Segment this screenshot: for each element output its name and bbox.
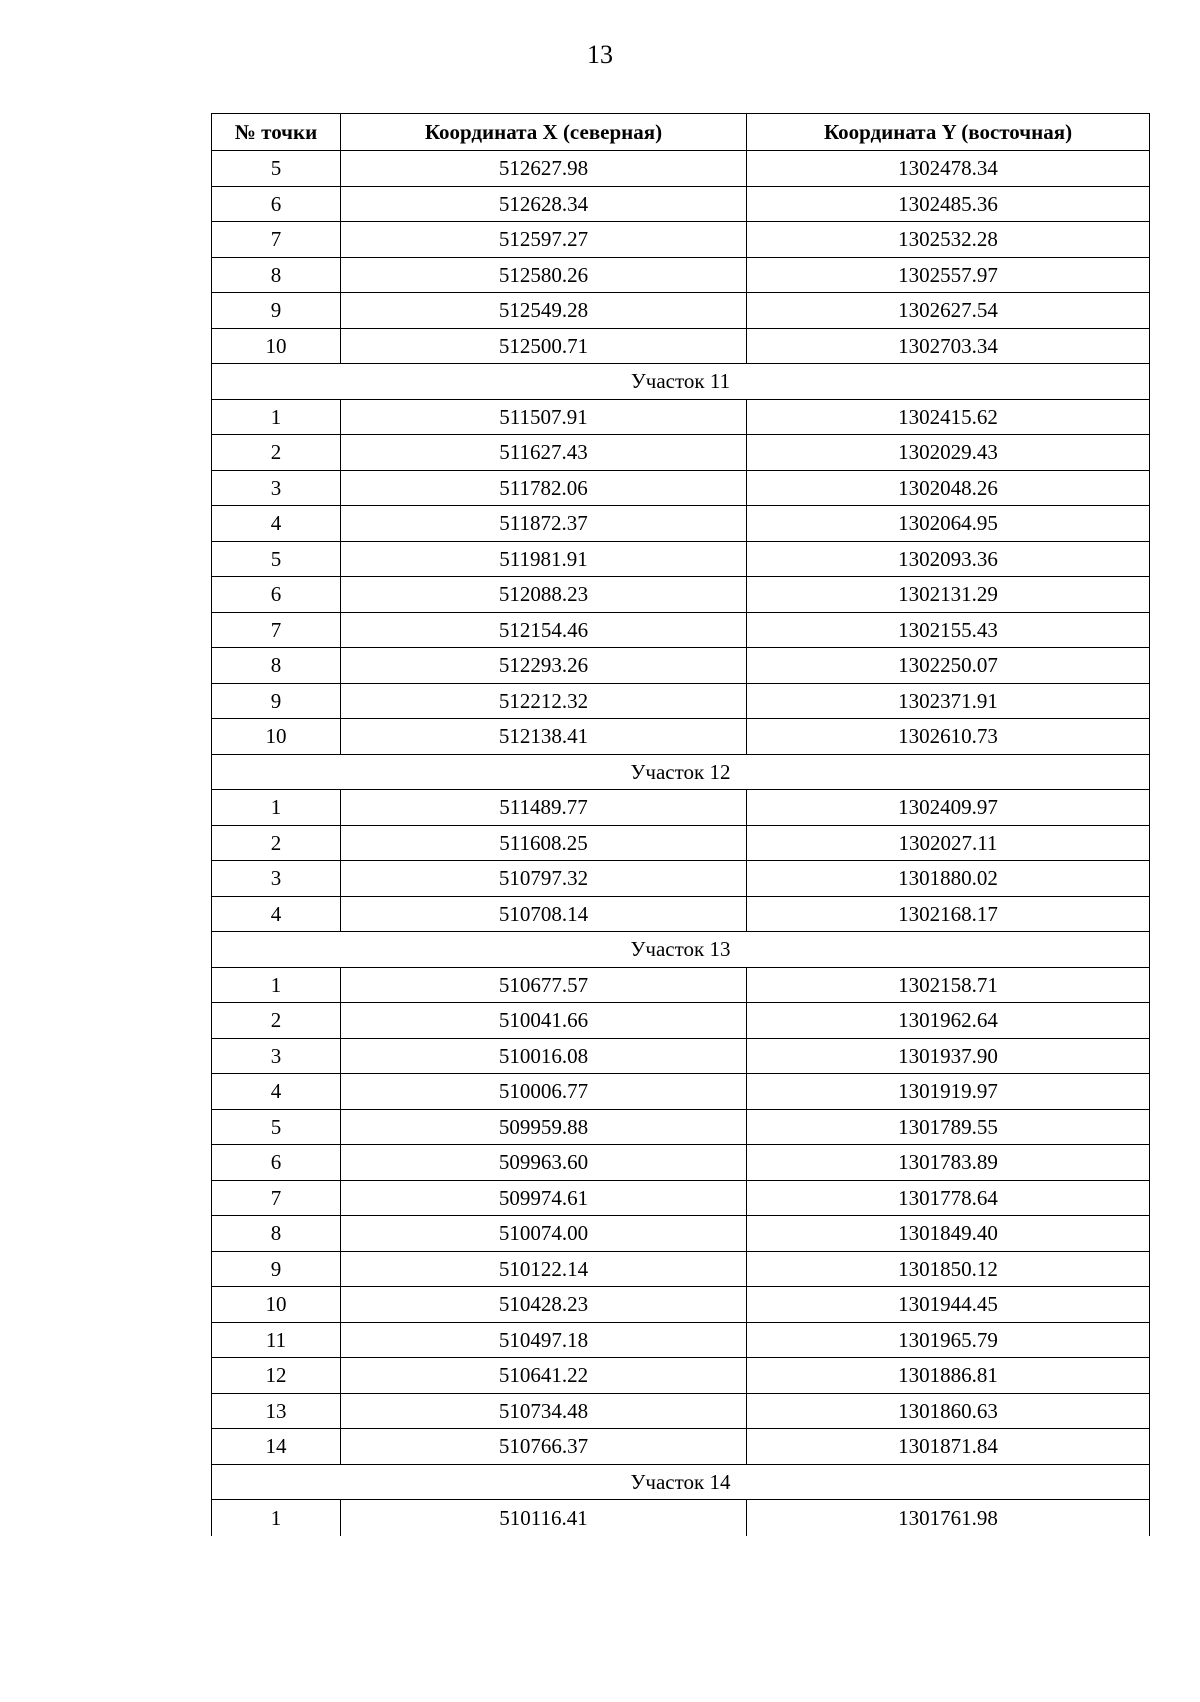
point-number-cell: 9 (212, 293, 341, 329)
coord-x-cell: 510074.00 (341, 1216, 747, 1252)
coord-y-cell: 1302415.62 (747, 399, 1150, 435)
header-coord-y: Координата Y (восточная) (747, 114, 1150, 151)
table-row (212, 896, 1150, 932)
coord-y-cell: 1301783.89 (747, 1145, 1150, 1181)
coord-x-cell: 512212.32 (341, 683, 747, 719)
coord-x-cell: 511872.37 (341, 506, 747, 542)
coord-y-cell: 1302093.36 (747, 541, 1150, 577)
point-number-cell: 1 (212, 790, 341, 826)
coord-x-cell: 510497.18 (341, 1322, 747, 1358)
coord-x-cell: 510708.14 (341, 896, 747, 932)
coord-y-cell: 1301789.55 (747, 1109, 1150, 1145)
point-number-cell: 2 (212, 825, 341, 861)
point-number-cell: 6 (212, 1145, 341, 1181)
point-number-cell: 11 (212, 1322, 341, 1358)
table-row (212, 719, 1150, 755)
point-number-cell: 8 (212, 648, 341, 684)
point-number-cell: 5 (212, 151, 341, 187)
table-row (212, 1287, 1150, 1323)
point-number-cell: 3 (212, 861, 341, 897)
coord-y-cell: 1301871.84 (747, 1429, 1150, 1465)
point-number-cell: 2 (212, 1003, 341, 1039)
point-number-cell: 1 (212, 399, 341, 435)
table-row (212, 435, 1150, 471)
table-row (212, 293, 1150, 329)
coord-y-cell: 1301860.63 (747, 1393, 1150, 1429)
coord-x-cell: 510006.77 (341, 1074, 747, 1110)
coord-x-cell: 512580.26 (341, 257, 747, 293)
coord-y-cell: 1302048.26 (747, 470, 1150, 506)
coord-y-cell: 1302703.34 (747, 328, 1150, 364)
coord-y-cell: 1302532.28 (747, 222, 1150, 258)
coord-x-cell: 512154.46 (341, 612, 747, 648)
point-number-cell: 14 (212, 1429, 341, 1465)
table-row (212, 151, 1150, 187)
point-number-cell: 1 (212, 1500, 341, 1537)
coord-y-cell: 1302478.34 (747, 151, 1150, 187)
table-row (212, 1429, 1150, 1465)
table-row (212, 648, 1150, 684)
coord-y-cell: 1302155.43 (747, 612, 1150, 648)
header-coord-x: Координата X (северная) (341, 114, 747, 151)
table-row (212, 470, 1150, 506)
coord-y-cell: 1301778.64 (747, 1180, 1150, 1216)
table-row (212, 186, 1150, 222)
coord-x-cell: 512628.34 (341, 186, 747, 222)
header-point-number: № точки (212, 114, 341, 151)
table-row (212, 1251, 1150, 1287)
table-row (212, 257, 1150, 293)
coord-x-cell: 512549.28 (341, 293, 747, 329)
coord-y-cell: 1302371.91 (747, 683, 1150, 719)
point-number-cell: 5 (212, 1109, 341, 1145)
point-number-cell: 7 (212, 612, 341, 648)
coord-x-cell: 510797.32 (341, 861, 747, 897)
coord-x-cell: 509974.61 (341, 1180, 747, 1216)
point-number-cell: 4 (212, 896, 341, 932)
point-number-cell: 8 (212, 257, 341, 293)
coord-y-cell: 1302029.43 (747, 435, 1150, 471)
table-row (212, 1003, 1150, 1039)
point-number-cell: 3 (212, 1038, 341, 1074)
coord-x-cell: 512293.26 (341, 648, 747, 684)
table-row (212, 1216, 1150, 1252)
coord-x-cell: 511489.77 (341, 790, 747, 826)
coord-x-cell: 511608.25 (341, 825, 747, 861)
coord-x-cell: 511981.91 (341, 541, 747, 577)
table-row (212, 506, 1150, 542)
page-bottom-margin (0, 1562, 1200, 1702)
coord-y-cell: 1301886.81 (747, 1358, 1150, 1394)
coord-x-cell: 509963.60 (341, 1145, 747, 1181)
table-row (212, 967, 1150, 1003)
table-row (212, 577, 1150, 613)
point-number-cell: 4 (212, 1074, 341, 1110)
coord-x-cell: 511627.43 (341, 435, 747, 471)
point-number-cell: 4 (212, 506, 341, 542)
coord-y-cell: 1302158.71 (747, 967, 1150, 1003)
header-row (212, 114, 1150, 151)
section-row (212, 754, 1150, 790)
table-row (212, 1074, 1150, 1110)
coord-x-cell: 511507.91 (341, 399, 747, 435)
coord-y-cell: 1301937.90 (747, 1038, 1150, 1074)
table-row (212, 825, 1150, 861)
table-row (212, 222, 1150, 258)
section-title: Участок 13 (212, 932, 1150, 968)
section-row (212, 932, 1150, 968)
table-header (212, 114, 1150, 151)
coord-x-cell: 510041.66 (341, 1003, 747, 1039)
point-number-cell: 6 (212, 186, 341, 222)
table-row (212, 683, 1150, 719)
coord-x-cell: 511782.06 (341, 470, 747, 506)
table-row (212, 861, 1150, 897)
point-number-cell: 12 (212, 1358, 341, 1394)
table-row (212, 541, 1150, 577)
table-row (212, 790, 1150, 826)
section-row (212, 1464, 1150, 1500)
coord-y-cell: 1302168.17 (747, 896, 1150, 932)
coord-y-cell: 1302250.07 (747, 648, 1150, 684)
point-number-cell: 1 (212, 967, 341, 1003)
coord-y-cell: 1302557.97 (747, 257, 1150, 293)
section-title: Участок 12 (212, 754, 1150, 790)
table-row (212, 328, 1150, 364)
coord-y-cell: 1301850.12 (747, 1251, 1150, 1287)
coord-x-cell: 510734.48 (341, 1393, 747, 1429)
point-number-cell: 5 (212, 541, 341, 577)
coord-x-cell: 510766.37 (341, 1429, 747, 1465)
coord-x-cell: 512088.23 (341, 577, 747, 613)
point-number-cell: 10 (212, 1287, 341, 1323)
point-number-cell: 13 (212, 1393, 341, 1429)
coord-x-cell: 509959.88 (341, 1109, 747, 1145)
page-number: 13 (587, 40, 613, 69)
point-number-cell: 3 (212, 470, 341, 506)
point-number-cell: 8 (212, 1216, 341, 1252)
point-number-cell: 7 (212, 222, 341, 258)
coord-y-cell: 1301944.45 (747, 1287, 1150, 1323)
coord-y-cell: 1302485.36 (747, 186, 1150, 222)
coord-y-cell: 1301919.97 (747, 1074, 1150, 1110)
section-row (212, 364, 1150, 400)
coord-x-cell: 512627.98 (341, 151, 747, 187)
coordinates-table (211, 113, 1150, 1536)
section-title: Участок 14 (212, 1464, 1150, 1500)
coord-x-cell: 512597.27 (341, 222, 747, 258)
coord-y-cell: 1302409.97 (747, 790, 1150, 826)
point-number-cell: 6 (212, 577, 341, 613)
table-row (212, 1358, 1150, 1394)
coord-x-cell: 510641.22 (341, 1358, 747, 1394)
table-row (212, 1180, 1150, 1216)
section-title: Участок 11 (212, 364, 1150, 400)
coord-x-cell: 510016.08 (341, 1038, 747, 1074)
coord-y-cell: 1302027.11 (747, 825, 1150, 861)
table-body (212, 151, 1150, 1537)
table-row (212, 612, 1150, 648)
table-row (212, 1038, 1150, 1074)
table-row (212, 1500, 1150, 1537)
table-row (212, 1322, 1150, 1358)
point-number-cell: 9 (212, 1251, 341, 1287)
table-row (212, 1109, 1150, 1145)
coord-x-cell: 510122.14 (341, 1251, 747, 1287)
coord-x-cell: 512500.71 (341, 328, 747, 364)
coord-x-cell: 512138.41 (341, 719, 747, 755)
table-row (212, 1393, 1150, 1429)
point-number-cell: 7 (212, 1180, 341, 1216)
coord-y-cell: 1302627.54 (747, 293, 1150, 329)
coord-x-cell: 510677.57 (341, 967, 747, 1003)
coord-y-cell: 1301965.79 (747, 1322, 1150, 1358)
coord-y-cell: 1302064.95 (747, 506, 1150, 542)
point-number-cell: 10 (212, 719, 341, 755)
table-row (212, 399, 1150, 435)
coord-y-cell: 1301962.64 (747, 1003, 1150, 1039)
coord-y-cell: 1301880.02 (747, 861, 1150, 897)
coord-y-cell: 1301761.98 (747, 1500, 1150, 1537)
coord-y-cell: 1302131.29 (747, 577, 1150, 613)
coord-x-cell: 510428.23 (341, 1287, 747, 1323)
point-number-cell: 9 (212, 683, 341, 719)
coord-x-cell: 510116.41 (341, 1500, 747, 1537)
point-number-cell: 10 (212, 328, 341, 364)
coord-y-cell: 1302610.73 (747, 719, 1150, 755)
point-number-cell: 2 (212, 435, 341, 471)
table-row (212, 1145, 1150, 1181)
coord-y-cell: 1301849.40 (747, 1216, 1150, 1252)
